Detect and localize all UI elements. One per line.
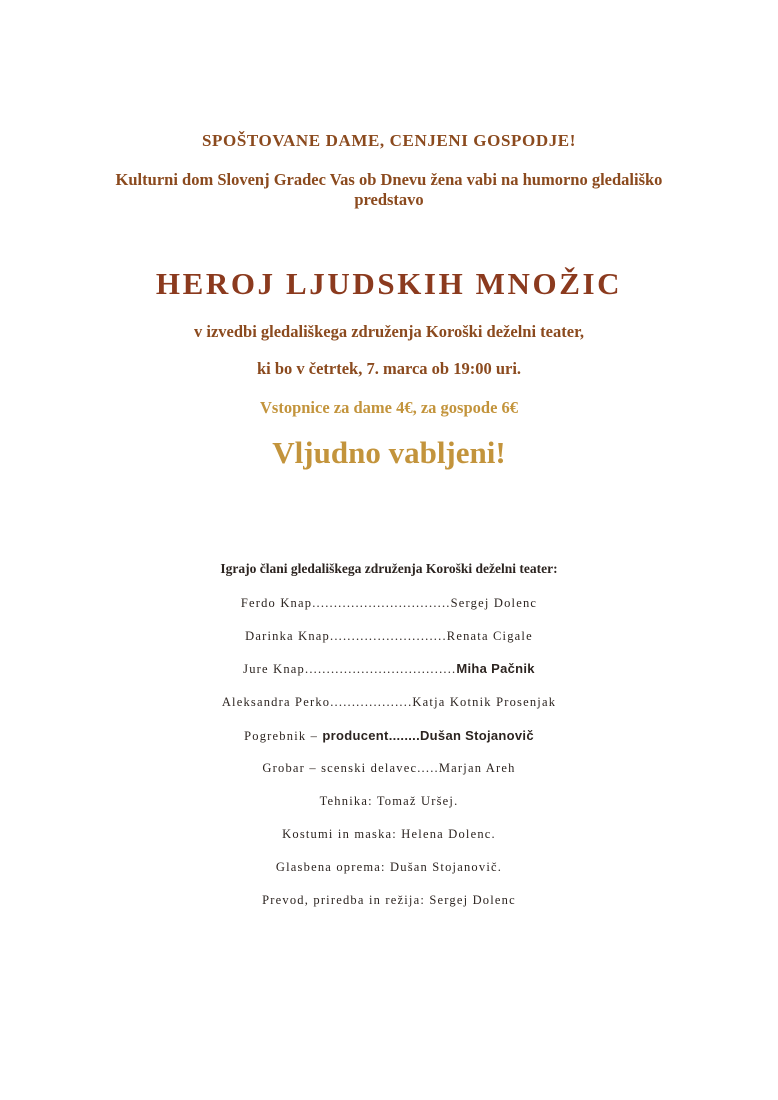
greeting: SPOŠTOVANE DAME, CENJENI GOSPODJE! [202, 131, 576, 150]
dots: ................................ [312, 596, 451, 610]
dots: ........................... [330, 629, 447, 643]
actor: Dušan Stojanovič [419, 728, 534, 743]
actor: Miha Pačnik [456, 661, 535, 676]
role-bold: producent [322, 728, 389, 743]
cast-line-darinka [0, 629, 778, 644]
welcome-message: Vljudno vabljeni! [272, 435, 506, 470]
actor: Marjan Areh [438, 761, 516, 775]
dots: ..... [417, 761, 439, 775]
cast-line-aleksandra [0, 695, 778, 710]
role: Jure Knap [243, 662, 305, 676]
credit-line: Tehnika: Tomaž Uršej. [319, 794, 459, 808]
actor: Sergej Dolenc [450, 596, 538, 610]
role: Darinka Knap [245, 629, 330, 643]
actor: Renata Cigale [446, 629, 533, 643]
credit-line: Glasbena oprema: Dušan Stojanovič. [275, 860, 503, 874]
actor: Katja Kotnik Prosenjak [412, 695, 557, 709]
credit-line: Prevod, priredba in režija: Sergej Dolenc [262, 893, 516, 907]
role: Pogrebnik – [244, 729, 323, 743]
play-title: HEROJ LJUDSKIH MNOŽIC [155, 266, 623, 301]
cast-line-grobar [0, 761, 778, 776]
cast-line-ferdo [0, 596, 778, 611]
cast-heading: Igrajo člani gledališkega združenja Koroški deželni teater: [220, 561, 558, 576]
dots: ................... [330, 695, 413, 709]
role: Grobar – scenski delavec [262, 761, 418, 775]
ticket-prices: Vstopnice za dame 4€, za gospode 6€ [259, 398, 519, 417]
cast-line-jure [0, 661, 778, 677]
invitation-text: Kulturni dom Slovenj Gradec Vas ob Dnevu žena vabi na humorno gledališko predstavo [115, 170, 663, 209]
cast-line-pogrebnik [0, 728, 778, 744]
dots: ........ [388, 728, 420, 743]
date-time-line: ki bo v četrtek, 7. marca ob 19:00 uri. [256, 359, 522, 378]
performance-line: v izvedbi gledališkega združenja Koroški deželni teater, [193, 322, 584, 341]
credit-line: Kostumi in maska: Helena Dolenc. [282, 827, 496, 841]
dots: ................................... [305, 662, 457, 676]
role: Aleksandra Perko [221, 695, 331, 709]
role: Ferdo Knap [240, 596, 313, 610]
